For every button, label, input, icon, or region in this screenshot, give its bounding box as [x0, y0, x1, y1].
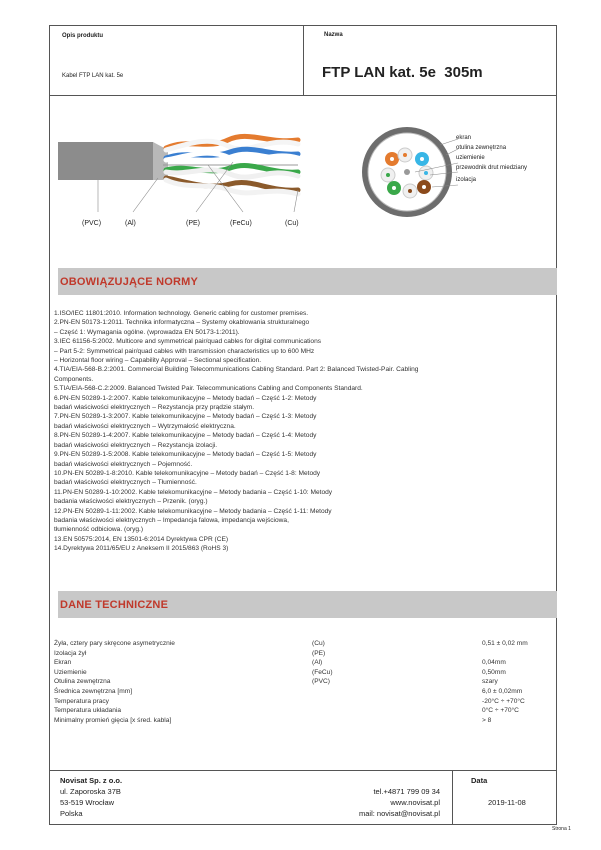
norm-line: 2.PN-EN 50173-1:2011. Technika informatyczna – Systemy okablowania strukturalnego [54, 319, 310, 327]
label-uziemienie: uziemienie [456, 155, 485, 161]
opis-label: Opis produktu [62, 33, 103, 39]
norm-line: – Horizontal floor wiring – Capability Approval – Sectional specification. [54, 357, 262, 365]
tech-row-code: (Al) [312, 659, 323, 667]
norm-line: badania właściwości elektrycznych – Impedancja falowa, impedancja wejściowa, [54, 516, 289, 524]
norm-line: badań właściwości elektrycznych – Tłumienność. [54, 479, 197, 487]
norm-line: 7.PN-EN 50289-1-3:2007. Kable telekomunikacyjne – Metody badań – Część 1-3: Metody [54, 413, 317, 421]
norm-line: badań właściwości elektrycznych – Wytrzymałość elektryczna. [54, 422, 236, 430]
norm-line: badania właściwości elektrycznych – Przenik. (oryg.) [54, 498, 208, 506]
legend-al: (Al) [125, 220, 136, 227]
pair-green-white [166, 170, 298, 177]
date-label: Data [471, 776, 488, 785]
footer-divider [49, 770, 557, 771]
cross-section-diagram [360, 125, 460, 225]
product-title: FTP LAN kat. 5e 305m [322, 64, 483, 81]
legend-pvc: (PVC) [82, 220, 102, 227]
legend-cu: (Cu) [285, 220, 299, 227]
label-przewodnik: przewodnik drut miedziany [456, 164, 528, 171]
tech-row-label: Temperatura układania [54, 707, 122, 715]
contact-block [290, 786, 440, 819]
tech-row-label: Izolacja żył [54, 649, 87, 657]
drain-wire-dot [404, 169, 410, 175]
cross-section-labels [456, 134, 527, 186]
norm-line: badań właściwości elektrycznych – Rezystancja izolacji. [54, 441, 218, 449]
tech-row-code: (PE) [312, 649, 326, 657]
company-website[interactable]: www.novisat.pl [390, 798, 440, 807]
tech-row-label: Minimalny promień gięcia [x śred. kabla] [54, 716, 172, 724]
tech-row-label: Temperatura pracy [54, 697, 109, 705]
company-city: 53-519 Wrocław [60, 798, 115, 807]
norm-line: Components. [54, 375, 94, 383]
norm-line: 9.PN-EN 50289-1-5:2008. Kable telekomunikacyjne – Metody badań – Część 1-5: Metody [54, 451, 317, 459]
company-country: Polska [60, 809, 83, 818]
company-name: Novisat Sp. z o.o. [60, 776, 123, 785]
page-number: Strona 1 [552, 826, 571, 832]
norm-line: 11.PN-EN 50289-1-10:2002. Kable telekomunikacyjne – Metody badania – Część 1-10: Metody [54, 488, 333, 496]
tech-row-value: 0,50mm [482, 668, 506, 676]
norm-line: 8.PN-EN 50289-1-4:2007. Kable telekomunikacyjne – Metody badań – Część 1-4: Metody [54, 432, 317, 440]
tech-row-value: 0,04mm [482, 659, 506, 667]
label-izolacja: izolacja [456, 177, 477, 183]
tech-row-label: Żyła, cztery pary skręcone asymetrycznie [54, 640, 175, 647]
tech-row-value: 0,51 ± 0,02 mm [482, 640, 528, 647]
norm-line: – Część 1: Wymagania ogólne. (wprowadza EN 50173-1:2011). [54, 328, 240, 336]
norm-line: 6.PN-EN 50289-1-2:2007. Kable telekomunikacyjne – Metody badań – Część 1-2: Metody [54, 394, 317, 402]
tech-row-label: Średnica zewnętrzna [mm] [54, 688, 133, 695]
tech-row-value: -20°C ÷ +70°C [482, 697, 525, 705]
footer-column-divider [452, 770, 453, 825]
date-value: 2019-11-08 [488, 798, 526, 807]
norm-line: 12.PN-EN 50289-1-11:2002. Kable telekomunikacyjne – Metody badania – Część 1-11: Metody [54, 507, 332, 515]
tech-row-code: (FeCu) [312, 668, 333, 676]
pair-orange-white [166, 141, 298, 150]
pair-blue-white [166, 153, 298, 161]
header-column-divider [303, 25, 304, 95]
product-description: Kabel FTP LAN kat. 5e [62, 73, 124, 79]
norm-line: 3.IEC 61156-5:2002. Multicore and symmetrical pair/quad cables for digital communications [54, 338, 322, 346]
nazwa-label: Nazwa [324, 32, 343, 38]
tech-row-label: Otulina zewnętrzna [54, 678, 111, 686]
norm-line: 10.PN-EN 50289-1-8:2010. Kable telekomunikacyjne – Metody badań – Część 1-8: Metody [54, 469, 321, 477]
tech-row-code: (Cu) [312, 640, 325, 647]
norm-line: – Part 5-2: Symmetrical pair/quad cables with transmission characteristics up to 600 MHz [54, 347, 315, 355]
norm-line: 4.TIA/EIA-568-B.2:2001. Commercial Building Telecommunications Cabling Standard. Part 2: Balanced Twisted-Pair. Cabling [54, 366, 419, 374]
company-street: ul. Zaporoska 37B [60, 787, 121, 796]
leader-al [133, 178, 158, 212]
norm-line: tłumienność odbiciowa. (oryg.) [54, 526, 144, 534]
norm-line: badań właściwości elektrycznych – Pojemność. [54, 460, 193, 468]
company-block [60, 775, 122, 819]
norm-line: 14.Dyrektywa 2011/65/EU z Aneksem II 2015/863 (RoHS 3) [54, 545, 229, 553]
norm-line: 13.EN 50575:2014, EN 13501-6:2014 Dyrektywa CPR (CE) [54, 535, 229, 543]
tech-row-value: 6,0 ± 0,02mm [482, 688, 523, 695]
tech-row-value: szary [482, 678, 498, 686]
legend-pe: (PE) [186, 220, 200, 227]
tech-row-label: Uziemienie [54, 668, 87, 676]
tech-row-value: 0°C ÷ +70°C [482, 707, 519, 715]
tech-row-label: Ekran [54, 659, 72, 667]
header-divider [49, 95, 557, 96]
norm-line: badań właściwości elektrycznych – Rezystancja przy prądzie stałym. [54, 404, 255, 412]
cable-jacket [58, 142, 153, 180]
label-otulina: otulina zewnętrzna [456, 144, 507, 151]
legend-fecu: (FeCu) [230, 220, 252, 227]
tech-row-value: > 8 [482, 716, 492, 724]
company-email[interactable]: mail: novisat@novisat.pl [359, 809, 440, 818]
norms-section-title: OBOWIĄZUJĄCE NORMY [60, 276, 199, 288]
tech-section-title: DANE TECHNICZNE [60, 599, 169, 611]
label-ekran: ekran [456, 135, 472, 141]
norms-list [54, 309, 494, 554]
cable-illustration [58, 120, 308, 215]
norm-line: 1.ISO/IEC 11801:2010. Information technology. Generic cabling for customer premises. [54, 310, 309, 317]
company-phone: tel.+4871 799 09 34 [373, 787, 440, 796]
tech-row-code: (PVC) [312, 678, 330, 686]
norm-line: 5.TIA/EIA-568-C.2:2009. Balanced Twisted Pair. Telecommunications Cabling and Components Standard. [54, 385, 363, 393]
